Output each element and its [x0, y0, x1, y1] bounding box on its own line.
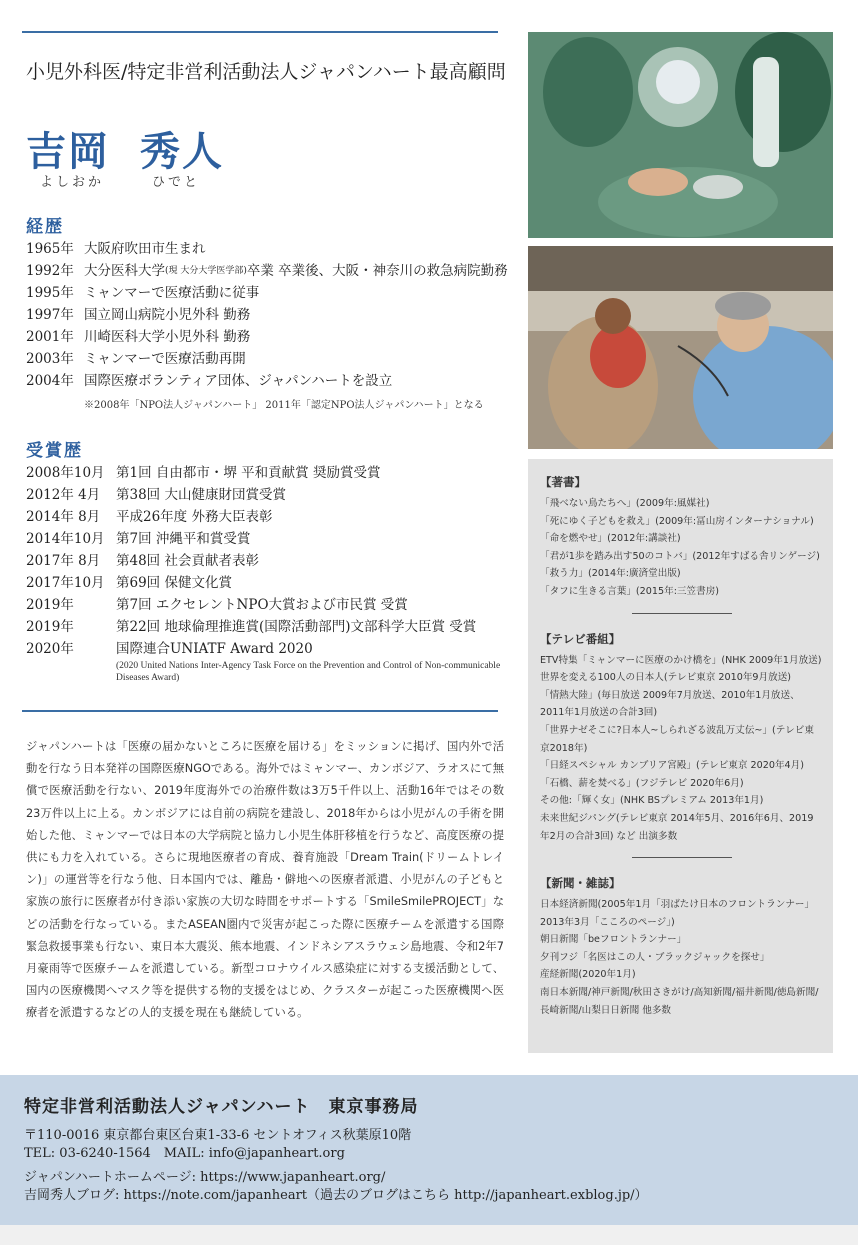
surgery-photo: [528, 32, 833, 238]
top-rule: [22, 31, 498, 33]
career-row: 1995年 ミャンマーで医療活動に従事: [26, 285, 260, 301]
award-row: 2017年10月 第69回 保健文化賞: [26, 575, 232, 591]
tv-heading: 【テレビ番組】: [540, 631, 621, 646]
book-item: 「救う力」(2014年:廣済堂出版): [540, 568, 681, 580]
career-row: 2003年 ミャンマーで医療活動再開: [26, 351, 246, 367]
profile-subtitle: 小児外科医/特定非営利活動法人ジャパンハート最高顧問: [26, 61, 506, 83]
award-note: (2020 United Nations Inter-Agency Task Force on the Prevention and Control of Non-communicable Diseases Award): [116, 661, 501, 683]
sidebar-divider: [632, 613, 732, 614]
award-row: 2012年 4月 第38回 大山健康財団賞受賞: [26, 487, 286, 503]
footer-blog-link[interactable]: 吉岡秀人ブログ: https://note.com/japanheart（過去のブログはこちら http://japanheart.exblog.jp/）: [24, 1188, 648, 1203]
books-heading: 【著書】: [540, 475, 586, 489]
book-item: 「命を燃やせ」(2012年:講談社): [540, 533, 681, 545]
press-item: 産経新聞(2020年1月): [540, 969, 636, 981]
press-item: 夕刊フジ「名医はこの人・ブラックジャックを探せ」: [540, 951, 770, 963]
bottom-strip: [0, 1225, 858, 1245]
awards-heading: 受賞歴: [26, 441, 83, 461]
tv-item: 「世界ナゼそこに?日本人~しられざる波乱万丈伝~」(テレビ東京2018年): [540, 724, 814, 754]
book-item: 「飛べない鳥たちへ」(2009年:風媒社): [540, 498, 710, 509]
surgery-photo-illustration: [528, 32, 833, 238]
award-row: 2014年10月 第7回 沖縄平和賞受賞: [26, 531, 251, 547]
organization-description: ジャパンハートは「医療の届かないところに医療を届ける」をミッションに掲げ、国内外で活動を行なう日本発祥の国際医療NGOである。海外ではミャンマー、カンボジア、ラオスにて無償で医療活動を行ない、2019年度海外での治療件数は3万5千件以上、活動16年ではその数23万件以上に上る。カンボジアには自前の病院を建設し、2018年からは小児がんの手術を開始した他、ミャンマーでは日本の大学病院と協力し小児生体肝移植を行うなど、高度医療の提供にも力を入れている。さらに現地医療者の育成、養育施設「Dream Train(ドリームトレイン)」の運営等を行なう他、日本国内では、離島・僻地への医療者派遣、小児がんの子どもと家族の旅行に医療者が付き添い家族の大切な時間をサポートする「SmileSmilePROJECT」などの活動を行なっている。またASEAN圏内で災害が起こった際に医療チームを派遣する国際緊急救援事業も行ない、東日本大震災、熊本地震、インドネシアスラウェシ島地震、令和2年7月豪雨等で医療チームを派遣している。新型コロナウイルス感染症に対する支援活動として、国内の医療機関へマスク等を提供する物的支援をはじめ、クラスターが起こった医療機関へ医療者を派遣するなどの人的支援を現在も継続している。: [26, 740, 504, 1020]
clinic-photo-illustration: [528, 246, 833, 449]
award-row: 2019年 第7回 エクセレントNPO大賞および市民賞 受賞: [26, 597, 408, 613]
press-item: 南日本新聞/神戸新聞/秋田さきがけ/高知新聞/福井新聞/徳島新聞/長崎新聞/山梨日日新聞 他多数: [540, 987, 819, 1016]
career-list: [26, 238, 526, 392]
tv-item: 「石橋、薪を焚べる」(フジテレビ 2020年6月): [540, 777, 744, 789]
kana-given: ひでと: [152, 175, 201, 190]
press-item: 日本経済新聞(2005年1月「羽ばたけ日本のフロントランナー」2013年3月「こころのページ」): [540, 899, 815, 928]
tv-item: ETV特集「ミャンマーに医療のかけ橋を」(NHK 2009年1月放送): [540, 654, 822, 666]
press-heading: 【新聞・雑誌】: [540, 876, 621, 891]
sidebar-divider: [632, 857, 732, 858]
footer-address: 〒110-0016 東京都台東区台東1-33-6 セントオフィス秋葉原10階: [24, 1128, 412, 1143]
award-row: 2019年 第22回 地球倫理推進賞(国際活動部門)文部科学大臣賞 受賞: [26, 619, 477, 635]
tv-item: 未来世紀ジパング(テレビ東京 2014年5月、2016年6月、2019年2月の合計3回) など 出演多数: [540, 812, 814, 842]
award-row: 2017年 8月 第48回 社会貢献者表彰: [26, 553, 259, 569]
award-row: 2020年 国際連合UNIATF Award 2020: [26, 641, 313, 657]
contact-footer: [0, 1075, 858, 1225]
footer-org-name: 特定非営利活動法人ジャパンハート 東京事務局: [24, 1097, 419, 1117]
footer-homepage-link[interactable]: ジャパンハートホームページ: https://www.japanheart.org/: [24, 1170, 386, 1185]
media-sidebar: [528, 459, 833, 1053]
name-given: 秀人: [140, 128, 224, 175]
clinic-photo: [528, 246, 833, 449]
career-row: 2004年 国際医療ボランティア団体、ジャパンハートを設立: [26, 373, 393, 389]
name-family: 吉岡: [26, 128, 110, 175]
tv-item: その他:「輝く女」(NHK BSプレミアム 2013年1月): [540, 795, 764, 807]
tv-item: 「情熱大陸」(毎日放送 2009年7月放送、2010年1月放送、2011年1月放送の合計3回): [540, 689, 800, 719]
book-item: 「タフに生きる言葉」(2015年:三笠書房): [540, 585, 720, 597]
kana-family: よしおか: [40, 175, 105, 190]
press-item: 朝日新聞「beフロントランナー」: [540, 934, 687, 946]
book-item: 「君が1歩を踏み出す50のコトバ」(2012年すばる舎リンゲージ): [540, 550, 820, 562]
career-footnote: ※2008年「NPO法人ジャパンハート」 2011年「認定NPO法人ジャパンハート」となる: [84, 400, 484, 411]
award-list: [26, 462, 506, 660]
award-row: 2014年 8月 平成26年度 外務大臣表彰: [26, 509, 273, 525]
middle-rule: [22, 710, 498, 712]
career-heading: 経歴: [26, 217, 64, 237]
tv-item: 「日経スペシャル カンブリア宮殿」(テレビ東京 2020年4月): [540, 760, 804, 772]
tv-item: 世界を変える100人の日本人(テレビ東京 2010年9月放送): [540, 672, 792, 684]
footer-contact: TEL: 03-6240-1564 MAIL: info@japanheart.org: [24, 1146, 345, 1161]
career-row: 1997年 国立岡山病院小児外科 勤務: [26, 307, 251, 323]
book-item: 「死にゆく子どもを救え」(2009年:冨山房インターナショナル): [540, 515, 814, 527]
career-row: 1992年 大分医科大学 (現 大分大学医学部) 卒業 卒業後、大阪・神奈川の救急病院勤務: [26, 263, 508, 279]
person-name: [26, 120, 224, 177]
career-row: 2001年 川崎医科大学小児外科 勤務: [26, 329, 251, 345]
award-row: 2008年10月 第1回 自由都市・堺 平和貢献賞 奨励賞受賞: [26, 465, 381, 481]
career-row: 1965年 大阪府吹田市生まれ: [26, 241, 206, 257]
